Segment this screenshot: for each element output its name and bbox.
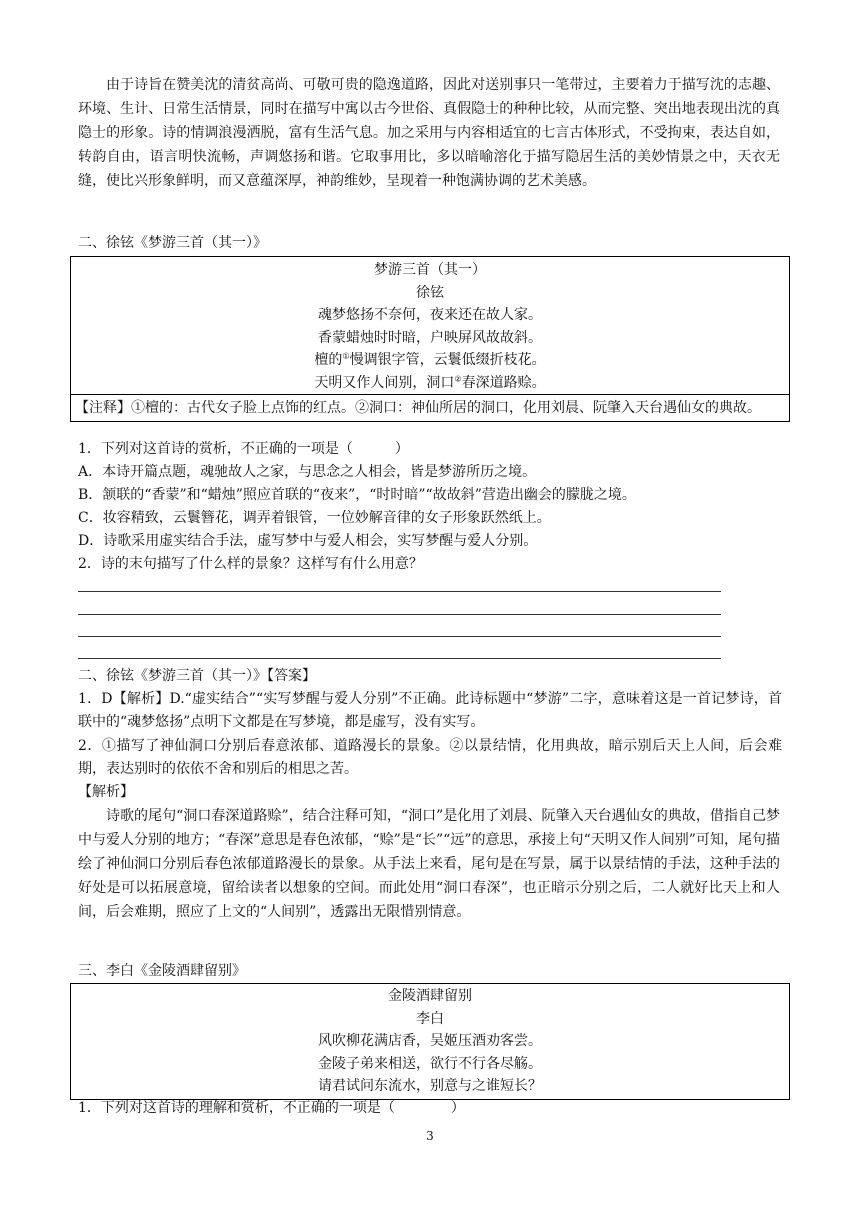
answer-line[interactable] <box>78 658 721 659</box>
poem-author: 徐铉 <box>416 284 444 301</box>
section2-heading: 二、徐铉《梦游三首（其一）》 <box>78 235 267 251</box>
analysis-paragraph: 诗歌的尾句“洞口春深道路赊”，结合注释可知，“洞口”是化用了刘晨、阮肇入天台遇仙女的典故，借指自己梦中与爱人分别的地方；“春深”意思是春色浓郁，“赊”是“长”“远”的意思，承接上句“天明又作人间别”可知，尾句描绘了神仙洞口分别后春色浓郁道路漫长的景象。从手法上来看，尾句是在写景，属于以景结情的手法，这种手法的好处是可以拓展意境，留给读者以想象的空间。而此处用“洞口春深”，也正暗示分别之后，二人就好比天上和人间，后会难期，照应了上文的“人间别”，透露出无限惜别情意。 <box>78 808 780 920</box>
poem-title: 金陵酒肆留别 <box>388 988 472 1004</box>
option-d: D．诗歌采用虚实结合手法，虚写梦中与爱人相会，实写梦醒与爱人分别。 <box>78 533 538 549</box>
section3-question-1: 1．下列对这首诗的理解和赏析，不正确的一项是（ ） <box>78 1100 465 1116</box>
answer-2: 2．①描写了神仙洞口分别后春意浓郁、道路漫长的景象。②以景结情，化用典故，暗示别后天上人间，后会难期，表达别时的依依不舍和别后的相思之苦。 <box>78 738 782 777</box>
poem-line <box>71 349 789 372</box>
poem-line: 金陵子弟来相送，欲行不行各尽觞。 <box>318 1055 542 1072</box>
poem-note: 【注释】①檀的：古代女子脸上点饰的红点。②洞口：神仙所居的洞口，化用刘晨、阮肇入天台遇仙女的典故。 <box>71 394 789 421</box>
poem-box-xuxuan <box>70 256 790 422</box>
poem-box-libai <box>70 983 790 1100</box>
option-b: B．颔联的“香蒙”和“蜡烛”照应首联的“夜来”，“时时暗”“故故斜”营造出幽会的朦胧之境。 <box>78 487 636 503</box>
question-1: 1．下列对这首诗的赏析，不正确的一项是（ ） <box>78 441 409 457</box>
poem-line: 风吹柳花满店香，吴姬压酒劝客尝。 <box>318 1033 542 1049</box>
option-a: A．本诗开篇点题，魂驰故人之家，与思念之人相会，皆是梦游所历之境。 <box>78 464 537 480</box>
poem-title: 梦游三首（其一） <box>374 262 486 278</box>
poem-line-text: 天明又作人间别，洞口 <box>314 374 455 391</box>
answers-heading: 二、徐铉《梦游三首（其一）》【答案】 <box>78 668 316 684</box>
poem-line-text: 春深道路赊。 <box>461 374 546 391</box>
poem-line: 魂梦悠扬不奈何，夜来还在故人家。 <box>318 307 542 323</box>
intro-paragraph: 由于诗旨在赞美沈的清贫高尚、可敬可贵的隐逸道路，因此对送别事只一笔带过，主要着力于描写沈的志趣、环境、生计、日常生活情景，同时在描写中寓以古今世俗、真假隐士的种种比较，从而完整、突出地表现出沈的真隐士的形象。诗的情调浪漫洒脱，富有生活气息。加之采用与内容相适宜的七言古体形式，不受拘束，表达自如，转韵自由，语言明快流畅，声调悠扬和谐。它取事用比，多以暗喻溶化于描写隐居生活的美妙情景之中，天衣无缝，使比兴形象鲜明，而又意蕴深厚，神韵维妙，呈现着一种饱满协调的艺术美感。 <box>78 77 780 189</box>
section3-heading: 三、李白《金陵酒肆留别》 <box>78 963 246 979</box>
poem-line-text: 慢调银字管，云鬟低缀折枝花。 <box>349 352 546 368</box>
poem-line-text: 檀的 <box>314 352 343 368</box>
answer-line[interactable] <box>78 591 721 592</box>
answer-line[interactable] <box>78 636 721 637</box>
poem-author: 李白 <box>416 1010 444 1027</box>
question-2: 2．诗的末句描写了什么样的景象？这样写有什么用意？ <box>78 556 423 572</box>
option-c: C．妆容精致，云鬟簪花，调弄着银管，一位妙解音律的女子形象跃然纸上。 <box>78 510 551 526</box>
footnote-marker: ② <box>454 373 462 383</box>
page-number: 3 <box>426 1129 434 1143</box>
poem-line <box>71 372 789 395</box>
answer-line[interactable] <box>78 614 721 615</box>
analysis-label: 【解析】 <box>78 784 134 800</box>
footnote-marker: ① <box>342 351 350 361</box>
poem-line: 香蒙蜡烛时时暗，户映屏风故故斜。 <box>318 329 542 346</box>
answer-1: 1．D【解析】D.“虚实结合”“实写梦醒与爱人分别”不正确。此诗标题中“梦游”二字，意味着这是一首记梦诗，首联中的“魂梦悠扬”点明下文都是在写梦境，都是虚写，没有实写。 <box>78 691 782 730</box>
poem-line: 请君试问东流水，别意与之谁短长？ <box>318 1078 542 1094</box>
